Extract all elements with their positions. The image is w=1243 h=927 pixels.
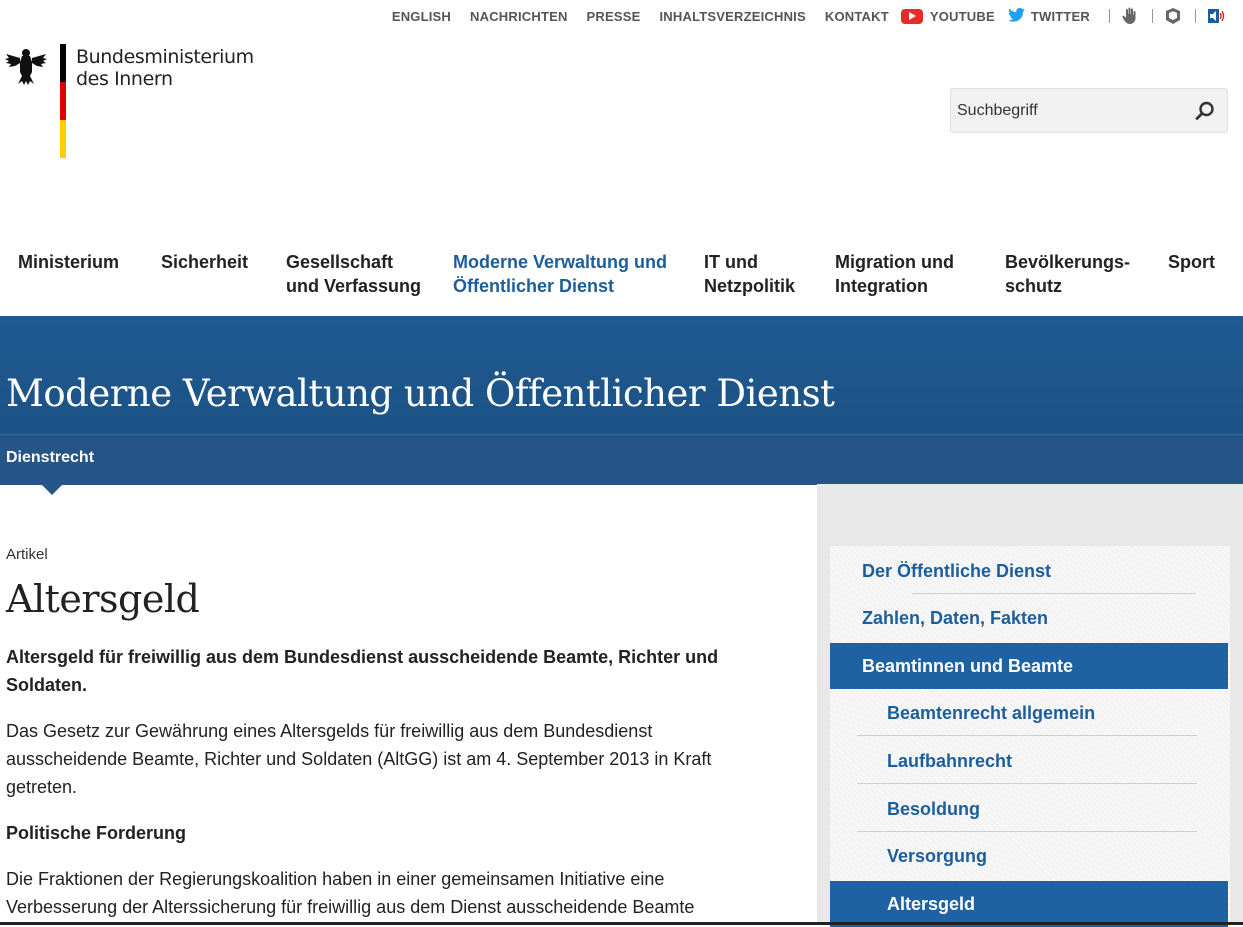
sign-language-icon[interactable] (1121, 7, 1139, 25)
article-paragraph: Das Gesetz zur Gewährung eines Altersgelds für freiwillig aus dem Bundesdienst ausscheidende Beamte, Richter und Soldaten (AltGG) ist am 4. September 2013 in Kraft getreten. (6, 721, 712, 797)
nav-item-label: Integration (835, 276, 928, 296)
article-subheading: Politische Forderung (6, 823, 187, 843)
search-box (950, 88, 1228, 133)
link-presse-label: PRESSE (586, 8, 641, 24)
subsection-link[interactable]: Dienstrecht (6, 449, 95, 466)
search-input[interactable] (951, 101, 1183, 121)
nav-item-migration[interactable] (835, 250, 954, 298)
german-flag-stripe (60, 44, 66, 158)
service-navigation (392, 6, 1225, 26)
link-youtube-label: YOUTUBE (929, 8, 995, 24)
link-presse[interactable] (587, 9, 641, 24)
main-navigation (0, 250, 1243, 316)
nav-item-label: Bevölkerungs- (1005, 252, 1131, 272)
nav-item-it-netzpolitik[interactable] (704, 250, 795, 298)
sidebar-navigation (830, 546, 1230, 925)
sidebar-item-label: Laufbahnrecht (887, 751, 1013, 771)
divider (857, 783, 1197, 784)
accessibility-audio-icon[interactable] (1207, 7, 1225, 25)
link-inhaltsverzeichnis-label: INHALTSVERZEICHNIS (659, 8, 806, 24)
article-lead: Altersgeld für freiwillig aus dem Bundesdienst ausscheidende Beamte, Richter und Soldaten. (6, 647, 719, 695)
nav-item-ministerium[interactable] (18, 250, 119, 274)
nav-item-label: schutz (1005, 276, 1063, 296)
sidebar-item-label: Zahlen, Daten, Fakten (862, 608, 1049, 628)
sidebar-item-altersgeld[interactable] (830, 881, 1228, 927)
subsection-bar (0, 434, 1243, 485)
article-title: Altersgeld (6, 577, 200, 621)
sidebar-item-label: Der Öffentliche Dienst (862, 561, 1052, 581)
twitter-icon (1008, 8, 1025, 25)
nav-item-label: Netzpolitik (704, 276, 796, 296)
sidebar-item-label: Altersgeld (887, 894, 976, 914)
nav-item-label: Gesellschaft (286, 252, 394, 272)
divider (857, 735, 1197, 736)
nav-item-label: Migration und (835, 252, 954, 272)
sidebar-item-laufbahnrecht[interactable] (830, 738, 1228, 784)
link-english-label: ENGLISH (391, 8, 452, 24)
link-kontakt-label: KONTAKT (824, 8, 889, 24)
sidebar-item-label: Besoldung (887, 799, 980, 819)
nav-item-sport[interactable] (1168, 250, 1215, 274)
nav-item-label: und Verfassung (286, 276, 422, 296)
nav-item-label: Moderne Verwaltung und (453, 252, 668, 272)
link-inhaltsverzeichnis[interactable] (660, 9, 806, 24)
sidebar-item-zahlen-daten-fakten[interactable] (830, 595, 1228, 641)
federal-eagle-icon (4, 44, 48, 88)
nav-item-label: Öffentlicher Dienst (453, 276, 615, 296)
youtube-icon (901, 9, 923, 24)
article (6, 546, 776, 921)
search-button[interactable] (1183, 89, 1227, 132)
link-twitter-label: TWITTER (1030, 8, 1090, 24)
link-youtube[interactable] (901, 9, 995, 24)
sidebar-item-besoldung[interactable] (830, 786, 1228, 832)
link-kontakt[interactable] (825, 9, 889, 24)
nav-item-sicherheit[interactable] (161, 250, 248, 274)
sidebar-item-beamtenrecht-allgemein[interactable] (830, 690, 1228, 736)
link-nachrichten[interactable] (470, 9, 568, 24)
nav-item-label: IT und (704, 252, 758, 272)
ministry-name (76, 46, 254, 158)
section-banner (0, 316, 1243, 484)
nav-item-label: Sport (1168, 252, 1215, 272)
ministry-logo[interactable] (4, 44, 254, 158)
divider (857, 831, 1197, 832)
sidebar-item-label: Versorgung (887, 846, 988, 866)
easy-language-icon[interactable] (1164, 7, 1182, 25)
nav-item-label: Ministerium (18, 252, 120, 272)
article-kicker: Artikel (6, 546, 48, 563)
nav-item-bevoelkerungsschutz[interactable] (1005, 250, 1130, 298)
separator (1152, 9, 1153, 23)
section-title: Moderne Verwaltung und Öffentlicher Dienst (6, 372, 835, 415)
divider (912, 593, 1196, 594)
nav-item-label: Sicherheit (161, 252, 249, 272)
sidebar-item-label: Beamtenrecht allgemein (887, 703, 1096, 723)
link-english[interactable] (392, 9, 451, 24)
subsection-pointer (41, 484, 63, 495)
nav-item-gesellschaft[interactable] (286, 250, 421, 298)
search-icon (1195, 101, 1215, 121)
ministry-name-line2: des Innern (76, 68, 173, 90)
sidebar-item-versorgung[interactable] (830, 833, 1228, 879)
nav-item-moderne-verwaltung[interactable] (453, 250, 667, 298)
article-paragraph: Die Fraktionen der Regierungskoalition haben in einer gemeinsamen Initiative eine Verbesserung der Alterssicherung für freiwillig aus dem Dienst ausscheidende Beamte (6, 869, 695, 917)
ministry-name-line1: Bundesministerium (76, 46, 254, 68)
separator (1195, 9, 1196, 23)
sidebar-item-label: Beamtinnen und Beamte (862, 656, 1074, 676)
sidebar-item-beamtinnen-und-beamte[interactable] (830, 643, 1228, 689)
link-nachrichten-label: NACHRICHTEN (470, 8, 568, 24)
link-twitter[interactable] (1008, 8, 1090, 25)
sidebar-item-oeffentlicher-dienst[interactable] (830, 548, 1228, 594)
separator (1109, 9, 1110, 23)
